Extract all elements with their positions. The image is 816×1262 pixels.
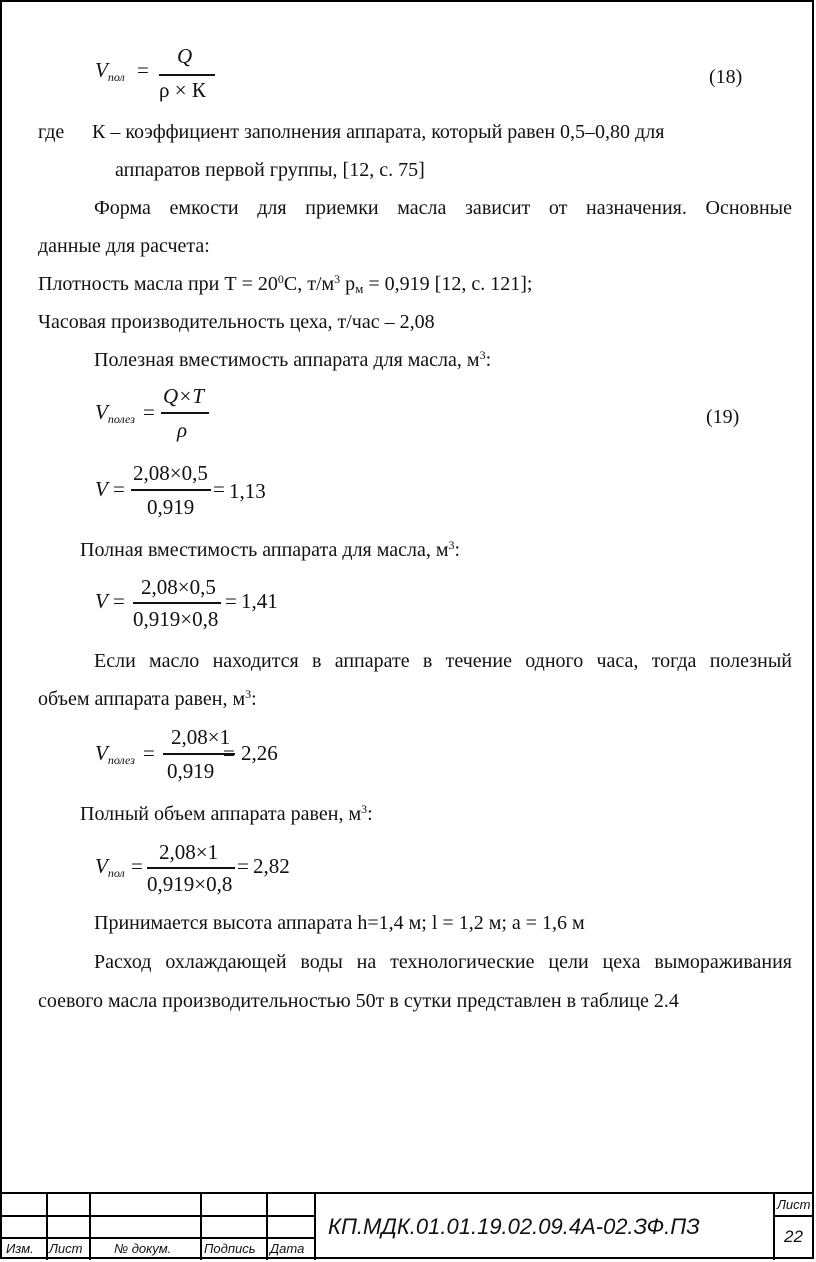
paragraph-water-line2: соевого масла производительностью 50т в сутки представлен в таблице 2.4 xyxy=(38,990,679,1012)
column-label-izm: Изм. xyxy=(6,1241,34,1256)
equation-number-19: (19) xyxy=(706,406,740,428)
useful-capacity-heading: Полезная вместимость аппарата для масла, $м^3$: xyxy=(94,348,492,371)
where-definition-line1: К – коэффициент заполнения аппарата, который равен 0,5–0,80 для xyxy=(92,121,665,143)
where-definition-line2: аппаратов первой группы, [12, с. 75] xyxy=(115,159,425,181)
full-volume-heading: Полный объем аппарата равен, $м^3$: xyxy=(80,802,373,825)
equation-number-18: (18) xyxy=(709,66,743,88)
column-label-list: Лист xyxy=(49,1241,83,1256)
sheet-label: Лист xyxy=(777,1197,811,1212)
paragraph-form-line2: данные для расчета: xyxy=(38,235,210,257)
column-label-sign: Подпись xyxy=(204,1241,256,1256)
paragraph-form-line1: Форма емкости для приемки масла зависит от назначения. Основные xyxy=(94,197,792,219)
density-line: Плотность масла при $Т = 20^0С$, $т/м^3$ рм = 0,919 [12, с. 121]; xyxy=(38,272,533,296)
paragraph-hour-line1: Если масло находится в аппарате в течение одного часа, тогда полезный xyxy=(94,650,792,672)
sheet-number: 22 xyxy=(784,1227,803,1246)
productivity-line: Часовая производительность цеха, т/час – 2,08 xyxy=(38,311,435,333)
document-code: КП.МДК.01.01.19.02.09.4А-02.ЗФ.ПЗ xyxy=(328,1214,700,1239)
column-label-doc: № докум. xyxy=(114,1241,172,1256)
full-capacity-heading: Полная вместимость аппарата для масла, $м^3$: xyxy=(80,538,461,561)
apparatus-dimensions: Принимается высота аппарата h=1,4 м; l = 1,2 м; а = 1,6 м xyxy=(94,912,585,934)
paragraph-hour-line2: объем аппарата равен, $м^3$: xyxy=(38,687,257,710)
column-label-date: Дата xyxy=(270,1241,305,1256)
where-label: где xyxy=(38,121,65,143)
paragraph-water-line1: Расход охлаждающей воды на технологические цели цеха вымораживания xyxy=(94,951,792,973)
